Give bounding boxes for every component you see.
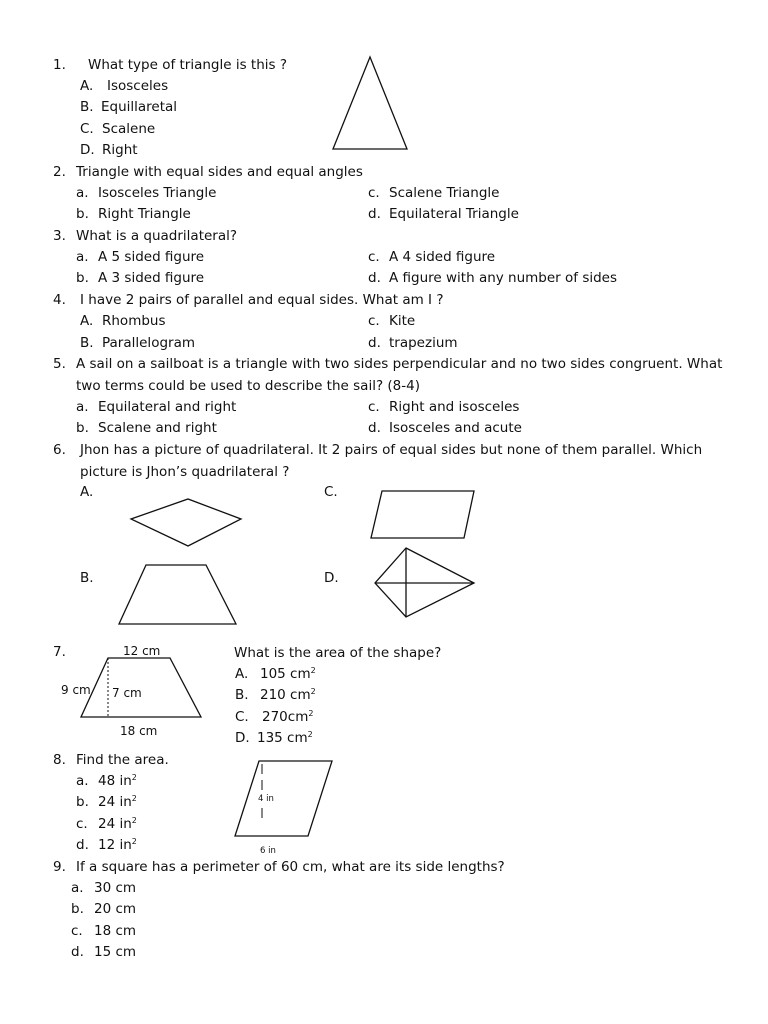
- q2-option-a-letter: a.: [76, 185, 89, 201]
- q7-option-d-value: 135 $cm^2$: [257, 730, 313, 746]
- q3-option-d-letter: d.: [368, 270, 381, 286]
- q6-option-d-letter: D.: [324, 570, 339, 586]
- q8-height-label: 4 in: [258, 794, 274, 804]
- q7-option-a-value: 105 $cm^2$: [260, 666, 316, 682]
- q1-option-a-text: Isosceles: [107, 78, 169, 94]
- q7-top-length-label: 12 cm: [123, 644, 161, 658]
- parallelogram-figure: [368, 488, 478, 542]
- q9-option-d-letter: d.: [71, 944, 84, 960]
- question-6-text-line2: picture is Jhon’s quadrilateral ?: [80, 464, 290, 480]
- trapezoid-figure: [116, 562, 240, 628]
- q3-option-b-letter: b.: [76, 270, 89, 286]
- question-7-number: 7.: [53, 644, 66, 660]
- question-5-text-line1: A sail on a sailboat is a triangle with two sides perpendicular and no two sides congruent. What: [76, 356, 723, 372]
- q1-option-b-text: Equillaretal: [101, 99, 178, 115]
- q2-option-b-text: Right Triangle: [98, 206, 191, 222]
- q4-option-b-letter: B.: [80, 335, 94, 351]
- q8-option-a-letter: a.: [76, 773, 89, 789]
- question-5-text-line2: two terms could be used to describe the sail? (8-4): [76, 378, 420, 394]
- q2-option-b-letter: b.: [76, 206, 89, 222]
- q4-option-c-text: Kite: [389, 313, 416, 329]
- q3-option-a-text: A 5 sided figure: [98, 249, 205, 265]
- q8-option-b-value: 24 $in^2$: [98, 794, 137, 810]
- q1-option-d-text: Right: [102, 142, 138, 158]
- q9-option-c-letter: c.: [71, 923, 83, 939]
- question-8-number: 8.: [53, 752, 66, 768]
- q4-option-b-text: Parallelogram: [102, 335, 195, 351]
- question-4-number: 4.: [53, 292, 66, 308]
- q9-option-b-text: 20 cm: [94, 901, 137, 917]
- q3-option-c-letter: c.: [368, 249, 380, 265]
- q2-option-c-text: Scalene Triangle: [389, 185, 500, 201]
- question-9-number: 9.: [53, 859, 66, 875]
- q1-option-b-letter: B.: [80, 99, 94, 115]
- q3-option-c-text: A 4 sided figure: [389, 249, 496, 265]
- q6-option-c-letter: C.: [324, 484, 338, 500]
- q5-option-b-text: Scalene and right: [98, 420, 217, 436]
- question-1-number: 1.: [53, 57, 66, 73]
- question-3-text: What is a quadrilateral?: [76, 228, 238, 244]
- q7-option-b-value: 210 $cm^2$: [260, 687, 316, 703]
- q8-option-d-value: 12 $in^2$: [98, 837, 137, 853]
- question-4-text: I have 2 pairs of parallel and equal sides. What am I ?: [80, 292, 444, 308]
- q8-option-c-letter: c.: [76, 816, 88, 832]
- question-6-text-line1: Jhon has a picture of quadrilateral. It 2 pairs of equal sides but none of them parallel. Which: [80, 442, 703, 458]
- q2-option-d-text: Equilateral Triangle: [389, 206, 519, 222]
- q1-option-d-letter: D.: [80, 142, 95, 158]
- q4-option-d-text: trapezium: [389, 335, 458, 351]
- question-8-text: Find the area.: [76, 752, 169, 768]
- q2-option-d-letter: d.: [368, 206, 381, 222]
- q4-option-c-letter: c.: [368, 313, 380, 329]
- q7-bottom-length-label: 18 cm: [120, 724, 158, 738]
- q9-option-d-text: 15 cm: [94, 944, 137, 960]
- question-6-number: 6.: [53, 442, 66, 458]
- question-3-number: 3.: [53, 228, 66, 244]
- trapezoid-area-figure: [78, 655, 206, 721]
- q8-option-c-value: 24 $in^2$: [98, 816, 137, 832]
- q1-option-c-letter: C.: [80, 121, 94, 137]
- q9-option-a-letter: a.: [71, 880, 84, 896]
- q1-option-a-letter: A.: [80, 78, 94, 94]
- q5-option-a-text: Equilateral and right: [98, 399, 237, 415]
- q2-option-a-text: Isosceles Triangle: [98, 185, 217, 201]
- question-2-text: Triangle with equal sides and equal angles: [76, 164, 363, 180]
- q4-option-a-text: Rhombus: [102, 313, 166, 329]
- q8-option-d-letter: d.: [76, 837, 89, 853]
- q7-option-c-value: $270cm^2$: [262, 709, 314, 725]
- parallelogram-area-figure: [232, 758, 336, 840]
- q6-option-a-letter: A.: [80, 484, 94, 500]
- q7-option-b-letter: B.: [235, 687, 249, 703]
- q7-option-a-letter: A.: [235, 666, 249, 682]
- question-9-text: If a square has a perimeter of 60 cm, what are its side lengths?: [76, 859, 505, 875]
- q2-option-c-letter: c.: [368, 185, 380, 201]
- q7-option-c-letter: C.: [235, 709, 249, 725]
- q8-option-a-value: 48 $in^2$: [98, 773, 137, 789]
- q8-base-label: 6 in: [260, 846, 276, 856]
- q7-option-d-letter: D.: [235, 730, 250, 746]
- q5-option-b-letter: b.: [76, 420, 89, 436]
- q3-option-a-letter: a.: [76, 249, 89, 265]
- kite-figure: [372, 545, 478, 621]
- q6-option-b-letter: B.: [80, 570, 94, 586]
- q5-option-c-letter: c.: [368, 399, 380, 415]
- question-1-text: What type of triangle is this ?: [88, 57, 288, 73]
- question-5-number: 5.: [53, 356, 66, 372]
- q9-option-a-text: 30 cm: [94, 880, 137, 896]
- q5-option-d-text: Isosceles and acute: [389, 420, 522, 436]
- question-2-number: 2.: [53, 164, 66, 180]
- q4-option-d-letter: d.: [368, 335, 381, 351]
- q9-option-b-letter: b.: [71, 901, 84, 917]
- q5-option-a-letter: a.: [76, 399, 89, 415]
- q5-option-c-text: Right and isosceles: [389, 399, 520, 415]
- q1-option-c-text: Scalene: [102, 121, 156, 137]
- q3-option-d-text: A figure with any number of sides: [389, 270, 618, 286]
- q7-height-label: 7 cm: [112, 686, 142, 700]
- rhombus-figure: [128, 496, 246, 550]
- q3-option-b-text: A 3 sided figure: [98, 270, 205, 286]
- question-7-text: What is the area of the shape?: [234, 645, 442, 661]
- q7-side-length-label: 9 cm: [61, 683, 91, 697]
- q8-option-b-letter: b.: [76, 794, 89, 810]
- q9-option-c-text: 18 cm: [94, 923, 137, 939]
- q4-option-a-letter: A.: [80, 313, 94, 329]
- q5-option-d-letter: d.: [368, 420, 381, 436]
- isosceles-triangle-figure: [330, 55, 412, 151]
